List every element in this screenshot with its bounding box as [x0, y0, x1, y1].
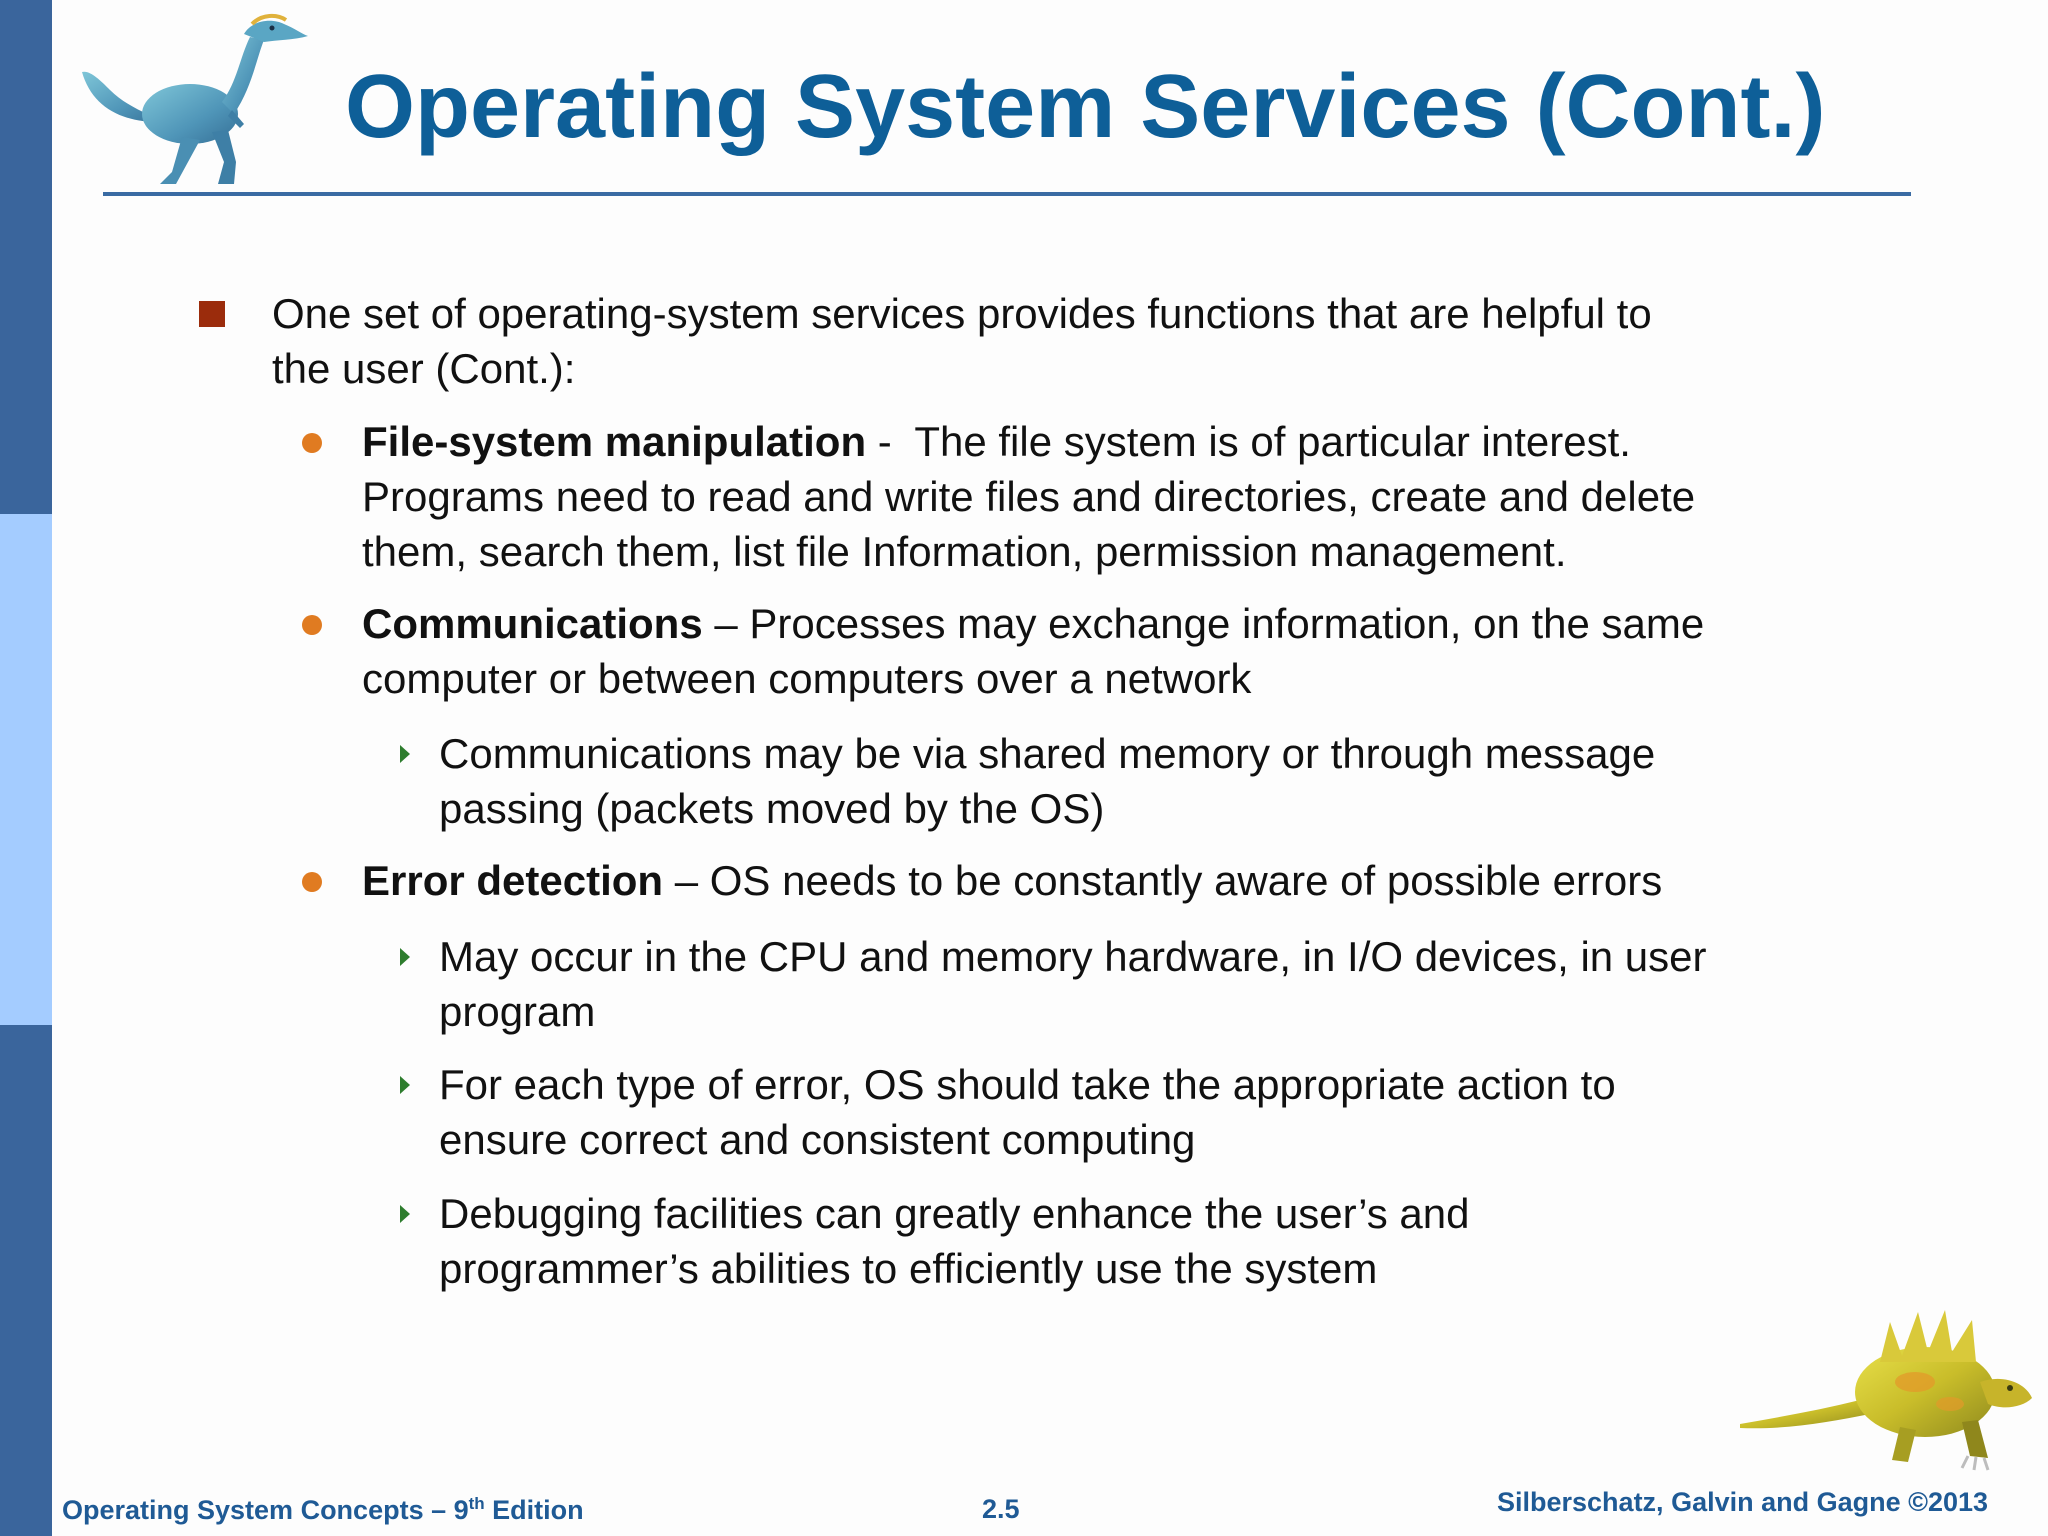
- subitem-line: May occur in the CPU and memory hardware, in I/O devices, in user: [439, 933, 1707, 980]
- subitem-line: Communications may be via shared memory or through message: [439, 730, 1656, 777]
- item-text: The file system is of particular interest.: [914, 418, 1631, 465]
- dot-bullet-icon: [302, 433, 322, 453]
- arrow-bullet-icon: [400, 948, 410, 966]
- dino-eye: [270, 26, 275, 31]
- title-underline: [103, 192, 1911, 196]
- dino-tail: [1740, 1400, 1870, 1428]
- dot-bullet-icon: [302, 615, 322, 635]
- subitem-line: ensure correct and consistent computing: [439, 1116, 1196, 1163]
- item-text: Processes may exchange information, on the same: [749, 600, 1705, 647]
- item-text: OS needs to be constantly aware of possible errors: [709, 857, 1663, 904]
- dino-spikes: [1880, 1310, 1976, 1362]
- bullet-intro: [272, 286, 1832, 396]
- item-term: File-system manipulation: [362, 418, 867, 465]
- side-bar-middle: [0, 514, 52, 1025]
- footer-page-number: 2.5: [982, 1494, 1020, 1524]
- item-communications: [362, 596, 1832, 706]
- bullet-intro-line: One set of operating-system services provides functions that are helpful to: [272, 290, 1652, 337]
- dino-eye: [2007, 1385, 2013, 1391]
- subitem-line: For each type of error, OS should take the appropriate action to: [439, 1061, 1616, 1108]
- dino-leg: [1962, 1420, 1988, 1458]
- slide-title: Operating System Services (Cont.): [345, 57, 1826, 157]
- subitem-error-sources: [439, 929, 1839, 1039]
- item-term: Error detection: [362, 857, 664, 904]
- subitem-line: passing (packets moved by the OS): [439, 785, 1105, 832]
- subitem-line: Debugging facilities can greatly enhance the user’s and: [439, 1190, 1470, 1237]
- dino-leg-front: [212, 130, 236, 184]
- side-bar: [0, 0, 52, 1536]
- item-line: computer or between computers over a network: [362, 655, 1252, 702]
- footer-book-title: [62, 1494, 584, 1526]
- dino-claws: [1962, 1456, 1988, 1470]
- footer-edition-word: Edition: [484, 1495, 584, 1525]
- dot-bullet-icon: [302, 872, 322, 892]
- item-term: Communications: [362, 600, 703, 647]
- footer-authors: Silberschatz, Galvin and Gagne ©2013: [1497, 1487, 1989, 1517]
- subitem-line: programmer’s abilities to efficiently use the system: [439, 1245, 1378, 1292]
- item-separator: –: [663, 857, 710, 904]
- dino-head: [1980, 1379, 2032, 1408]
- dino-patch: [1895, 1372, 1935, 1392]
- arrow-bullet-icon: [400, 1076, 410, 1094]
- subitem-line: program: [439, 988, 596, 1035]
- square-bullet-icon: [199, 301, 225, 327]
- item-file-system: [362, 414, 1832, 579]
- dinosaur-bottom-illustration: [1740, 1282, 2040, 1472]
- subitem-debugging: [439, 1186, 1839, 1296]
- item-separator: -: [866, 418, 915, 465]
- item-error-detection: [362, 853, 1832, 908]
- arrow-bullet-icon: [400, 745, 410, 763]
- item-separator: –: [702, 600, 750, 647]
- subitem-error-action: [439, 1057, 1839, 1167]
- bullet-intro-line: the user (Cont.):: [272, 345, 576, 392]
- item-line: them, search them, list file Information, permission management.: [362, 528, 1567, 575]
- item-first-line: [362, 853, 1832, 908]
- item-first-line: [362, 596, 1832, 651]
- item-line: Programs need to read and write files and directories, create and delete: [362, 473, 1696, 520]
- footer-edition-sup: th: [468, 1494, 485, 1513]
- side-bar-bottom: [0, 1025, 52, 1536]
- dino-patch: [1936, 1397, 1964, 1411]
- dino-leg-back: [160, 137, 200, 184]
- subitem-shared-memory: [439, 726, 1839, 836]
- dinosaur-top-illustration: [72, 12, 322, 192]
- dino-neck: [222, 37, 264, 114]
- footer-book: Operating System Concepts – 9: [62, 1495, 469, 1525]
- side-bar-top: [0, 0, 52, 514]
- item-first-line: [362, 414, 1832, 469]
- arrow-bullet-icon: [400, 1205, 410, 1223]
